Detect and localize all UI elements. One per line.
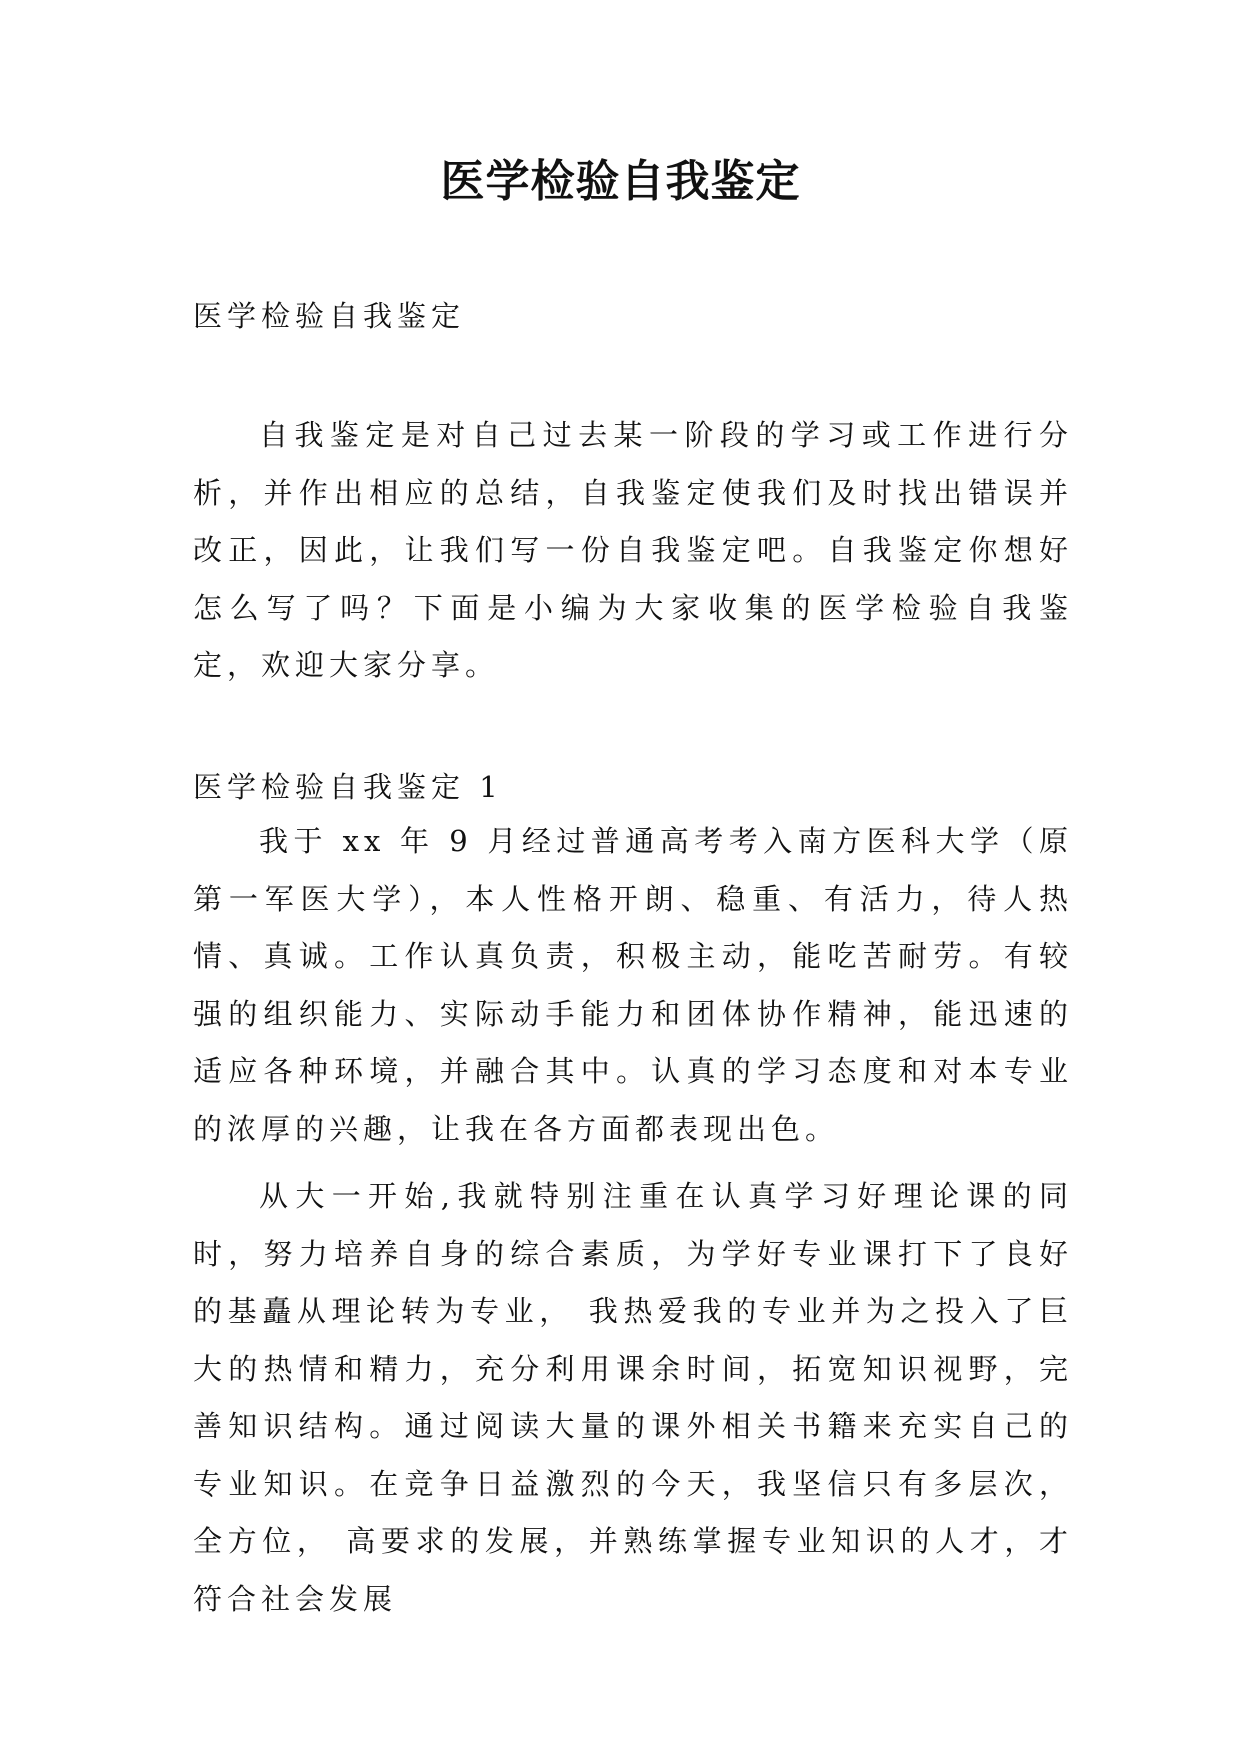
document-subtitle: 医学检验自我鉴定	[193, 299, 466, 333]
intro-paragraph: 自我鉴定是对自己过去某一阶段的学习或工作进行分析，并作出相应的总结，自我鉴定使我们及时找出错误并改正，因此，让我们写一份自我鉴定吧。自我鉴定你想好怎么写了吗？下面是小编为大家收集的医学检验自我鉴定，欢迎大家分享。	[193, 418, 1073, 682]
section-heading: 医学检验自我鉴定 1	[193, 770, 503, 804]
document-title: 医学检验自我鉴定	[440, 156, 801, 207]
body-paragraph-1: 我于 xx 年 9 月经过普通高考考入南方医科大学（原第一军医大学），本人性格开朗、稳重、有活力，待人热情、真诚。工作认真负责，积极主动，能吃苦耐劳。有较强的组织能力、实际动手能力和团体协作精神，能迅速的适应各种环境，并融合其中。认真的学习态度和对本专业的浓厚的兴趣，让我在各方面都表现出色。	[193, 824, 1073, 1146]
body-paragraph-2: 从大一开始,我就特别注重在认真学习好理论课的同时，努力培养自身的综合素质，为学好专业课打下了良好的基矗从理论转为专业， 我热爱我的专业并为之投入了巨大的热情和精力，充分利用课余时间，拓宽知识视野，完善知识结构。通过阅读大量的课外相关书籍来充实自己的专业知识。在竞争日益激烈的今天，我坚信只有多层次，全方位， 高要求的发展，并熟练掌握专业知识的人才，才符合社会发展	[193, 1179, 1073, 1616]
